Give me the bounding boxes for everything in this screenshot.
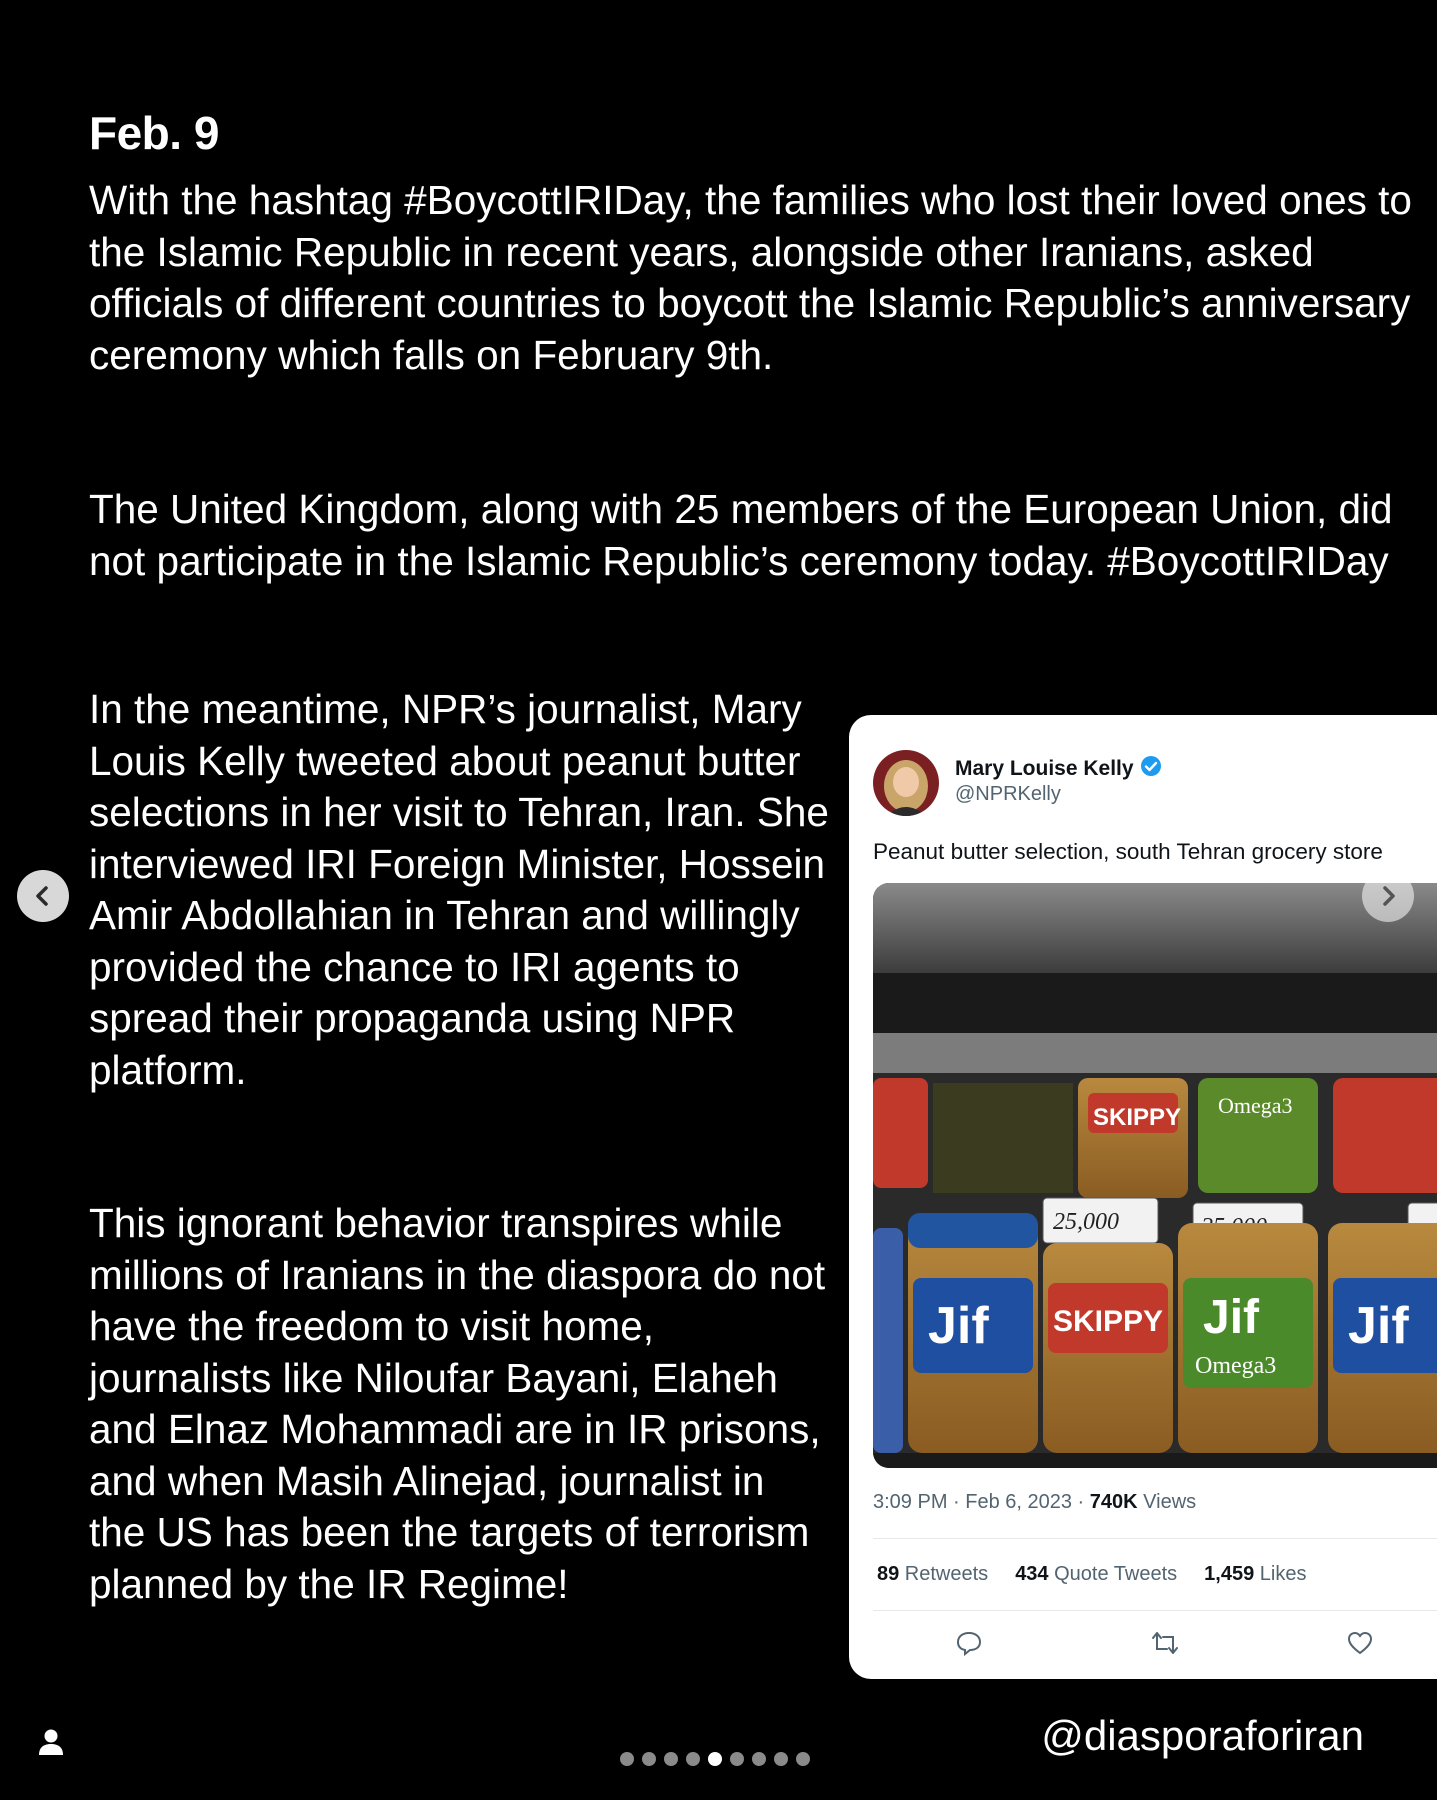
carousel-dot[interactable] [664,1752,678,1766]
carousel-dot[interactable] [642,1752,656,1766]
heart-icon[interactable] [1344,1627,1376,1659]
reply-icon[interactable] [953,1627,985,1659]
post-date: Feb. 9 [89,107,219,159]
quote-tweets-stat[interactable]: 434 Quote Tweets [1015,1563,1178,1585]
skippy-label-top: SKIPPY [1093,1104,1182,1131]
tweet-photo[interactable] [873,883,1437,1468]
skippy-label-front: SKIPPY [1053,1305,1164,1338]
omega-label-top: Omega3 [1218,1093,1293,1118]
post-paragraph-3: In the meantime, NPR’s journalist, Mary Louis Kelly tweeted about peanut butter selections in her visit to Tehran, Iran. She interviewed IRI Foreign Minister, Hossein Amir Abdollahian in Tehran and willingly provided the chance to IRI agents to spread their propaganda using NPR platform. [89,686,829,1093]
carousel-dot[interactable] [752,1752,766,1766]
carousel-dot[interactable] [730,1752,744,1766]
post-paragraph-1: With the hashtag #BoycottIRIDay, the families who lost their loved ones to the Islamic Republic in recent years, alongside other Iranians, asked officials of different countries to boycott the Islamic Republic’s anniversary ceremony which falls on February 9th. [89,177,1412,378]
carousel-dot[interactable] [686,1752,700,1766]
retweets-stat[interactable]: 89 Retweets [877,1563,989,1585]
retweet-icon[interactable] [1149,1627,1181,1659]
carousel-dot[interactable] [796,1752,810,1766]
user-icon[interactable] [38,1728,64,1756]
embedded-tweet-card [849,715,1437,1679]
tweet-stats [877,1563,1306,1586]
post-paragraph-2: The United Kingdom, along with 25 members of the European Union, did not participate in the Islamic Republic’s ceremony today. #BoycottIRIDay [89,486,1393,584]
author-avatar [873,750,939,816]
price-tag-1: 25,000 [1053,1209,1119,1235]
omega-label-front: Omega3 [1195,1353,1277,1379]
post-paragraph-4: This ignorant behavior transpires while millions of Iranians in the diaspora do not have the freedom to visit home, journalists like Niloufar Bayani, Elaheh and Elnaz Mohammadi are in IR prisons, and when Masih Alinejad, journalist in the US has been the targets of terrorism planned by the IR Regime! [89,1200,826,1607]
tweet-text: Peanut butter selection, south Tehran grocery store [873,839,1383,864]
tweet-meta: 3:09 PM · Feb 6, 2023 · 740K Views [873,1491,1197,1513]
tweet-author-handle[interactable]: @NPRKelly [955,783,1061,805]
carousel-dot[interactable] [774,1752,788,1766]
jif-label-2: Jif [1203,1291,1260,1344]
carousel-dot-active[interactable] [708,1752,722,1766]
carousel-indicator [620,1752,810,1766]
likes-stat[interactable]: 1,459 Likes [1204,1563,1307,1585]
carousel-dot[interactable] [620,1752,634,1766]
verified-badge-icon [1140,755,1162,783]
jif-label-3: Jif [1348,1297,1409,1355]
divider [873,1538,1437,1539]
chevron-right-icon[interactable] [1362,870,1414,922]
tweet-author-name[interactable]: Mary Louise Kelly [955,755,1162,783]
divider [873,1610,1437,1611]
jif-label-1: Jif [928,1297,989,1355]
account-watermark: @diasporaforiran [1041,1712,1364,1759]
chevron-left-icon[interactable] [17,870,69,922]
